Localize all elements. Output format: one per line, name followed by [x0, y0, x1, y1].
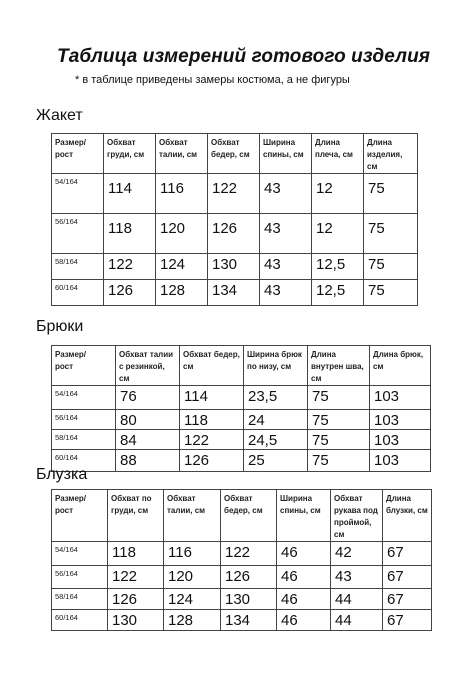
blouse-header-row — [52, 490, 432, 542]
header-cell: Обхват талии, см — [156, 134, 208, 174]
value-cell: 103 — [370, 450, 431, 472]
value-cell: 126 — [221, 566, 277, 589]
header-cell: Длина брюк, см — [370, 346, 431, 386]
value-cell: 75 — [308, 410, 370, 430]
value-cell: 25 — [244, 450, 308, 472]
table-row — [52, 450, 431, 472]
table-row — [52, 174, 418, 214]
header-cell: Размер/ рост — [52, 490, 108, 542]
value-cell: 67 — [383, 610, 432, 631]
section-title-jacket: Жакет — [36, 107, 83, 124]
value-cell: 122 — [108, 566, 164, 589]
table-row — [52, 214, 418, 254]
header-cell: Длина плеча, см — [312, 134, 364, 174]
value-cell: 103 — [370, 386, 431, 410]
table-row — [52, 254, 418, 280]
value-cell: 43 — [260, 174, 312, 214]
size-cell: 54/164 — [52, 542, 108, 566]
jacket-table — [51, 133, 418, 306]
value-cell: 67 — [383, 542, 432, 566]
value-cell: 46 — [277, 542, 331, 566]
value-cell: 46 — [277, 610, 331, 631]
value-cell: 122 — [221, 542, 277, 566]
value-cell: 75 — [364, 214, 418, 254]
value-cell: 118 — [104, 214, 156, 254]
value-cell: 76 — [116, 386, 180, 410]
size-cell: 56/164 — [52, 410, 116, 430]
value-cell: 114 — [180, 386, 244, 410]
table-row — [52, 386, 431, 410]
value-cell: 43 — [331, 566, 383, 589]
header-cell: Ширина спины, см — [260, 134, 312, 174]
value-cell: 75 — [364, 280, 418, 306]
table-row — [52, 410, 431, 430]
header-cell: Размер/ рост — [52, 346, 116, 386]
value-cell: 120 — [164, 566, 221, 589]
value-cell: 75 — [308, 430, 370, 450]
value-cell: 24 — [244, 410, 308, 430]
value-cell: 67 — [383, 566, 432, 589]
value-cell: 103 — [370, 410, 431, 430]
value-cell: 128 — [164, 610, 221, 631]
value-cell: 88 — [116, 450, 180, 472]
value-cell: 75 — [364, 254, 418, 280]
header-cell: Обхват бедер, см — [221, 490, 277, 542]
value-cell: 130 — [208, 254, 260, 280]
value-cell: 12,5 — [312, 280, 364, 306]
size-cell: 60/164 — [52, 450, 116, 472]
value-cell: 126 — [208, 214, 260, 254]
value-cell: 75 — [308, 386, 370, 410]
value-cell: 43 — [260, 214, 312, 254]
value-cell: 128 — [156, 280, 208, 306]
section-title-trousers: Брюки — [36, 318, 84, 335]
trousers-table — [51, 345, 431, 472]
size-cell: 58/164 — [52, 430, 116, 450]
value-cell: 122 — [104, 254, 156, 280]
note: * в таблице приведены замеры костюма, а не фигуры — [75, 74, 350, 86]
value-cell: 124 — [156, 254, 208, 280]
value-cell: 44 — [331, 589, 383, 610]
value-cell: 12 — [312, 214, 364, 254]
size-cell: 56/164 — [52, 566, 108, 589]
value-cell: 84 — [116, 430, 180, 450]
value-cell: 130 — [108, 610, 164, 631]
header-cell: Обхват талии с резинкой, см — [116, 346, 180, 386]
table-row — [52, 566, 432, 589]
value-cell: 118 — [180, 410, 244, 430]
blouse-table — [51, 489, 432, 631]
value-cell: 134 — [208, 280, 260, 306]
section-title-blouse: Блузка — [36, 466, 88, 483]
header-cell: Длина изделия, см — [364, 134, 418, 174]
value-cell: 46 — [277, 566, 331, 589]
jacket-header-row — [52, 134, 418, 174]
size-cell: 54/164 — [52, 386, 116, 410]
value-cell: 12,5 — [312, 254, 364, 280]
value-cell: 46 — [277, 589, 331, 610]
value-cell: 75 — [364, 174, 418, 214]
header-cell: Обхват рукава под проймой, см — [331, 490, 383, 542]
trousers-header-row — [52, 346, 431, 386]
value-cell: 122 — [180, 430, 244, 450]
table-row — [52, 542, 432, 566]
table-row — [52, 589, 432, 610]
value-cell: 126 — [104, 280, 156, 306]
value-cell: 116 — [156, 174, 208, 214]
value-cell: 124 — [164, 589, 221, 610]
value-cell: 24,5 — [244, 430, 308, 450]
header-cell: Обхват груди, см — [104, 134, 156, 174]
value-cell: 12 — [312, 174, 364, 214]
value-cell: 44 — [331, 610, 383, 631]
value-cell: 126 — [180, 450, 244, 472]
value-cell: 103 — [370, 430, 431, 450]
size-cell: 60/164 — [52, 280, 104, 306]
value-cell: 80 — [116, 410, 180, 430]
value-cell: 120 — [156, 214, 208, 254]
value-cell: 122 — [208, 174, 260, 214]
header-cell: Обхват по груди, см — [108, 490, 164, 542]
value-cell: 134 — [221, 610, 277, 631]
size-cell: 60/164 — [52, 610, 108, 631]
header-cell: Обхват бедер, см — [208, 134, 260, 174]
header-cell: Ширина брюк по низу, см — [244, 346, 308, 386]
page-title: Таблица измерений готового изделия — [57, 46, 431, 67]
header-cell: Размер/ рост — [52, 134, 104, 174]
value-cell: 43 — [260, 254, 312, 280]
header-cell: Длина блузки, см — [383, 490, 432, 542]
size-cell: 56/164 — [52, 214, 104, 254]
size-cell: 58/164 — [52, 254, 104, 280]
value-cell: 42 — [331, 542, 383, 566]
value-cell: 118 — [108, 542, 164, 566]
value-cell: 130 — [221, 589, 277, 610]
value-cell: 116 — [164, 542, 221, 566]
size-cell: 54/164 — [52, 174, 104, 214]
value-cell: 75 — [308, 450, 370, 472]
header-cell: Ширина спины, см — [277, 490, 331, 542]
value-cell: 114 — [104, 174, 156, 214]
value-cell: 67 — [383, 589, 432, 610]
table-row — [52, 430, 431, 450]
header-cell: Длина внутрен шва, см — [308, 346, 370, 386]
header-cell: Обхват талии, см — [164, 490, 221, 542]
table-row — [52, 280, 418, 306]
header-cell: Обхват бедер, см — [180, 346, 244, 386]
value-cell: 23,5 — [244, 386, 308, 410]
value-cell: 43 — [260, 280, 312, 306]
value-cell: 126 — [108, 589, 164, 610]
size-cell: 58/164 — [52, 589, 108, 610]
table-row — [52, 610, 432, 631]
